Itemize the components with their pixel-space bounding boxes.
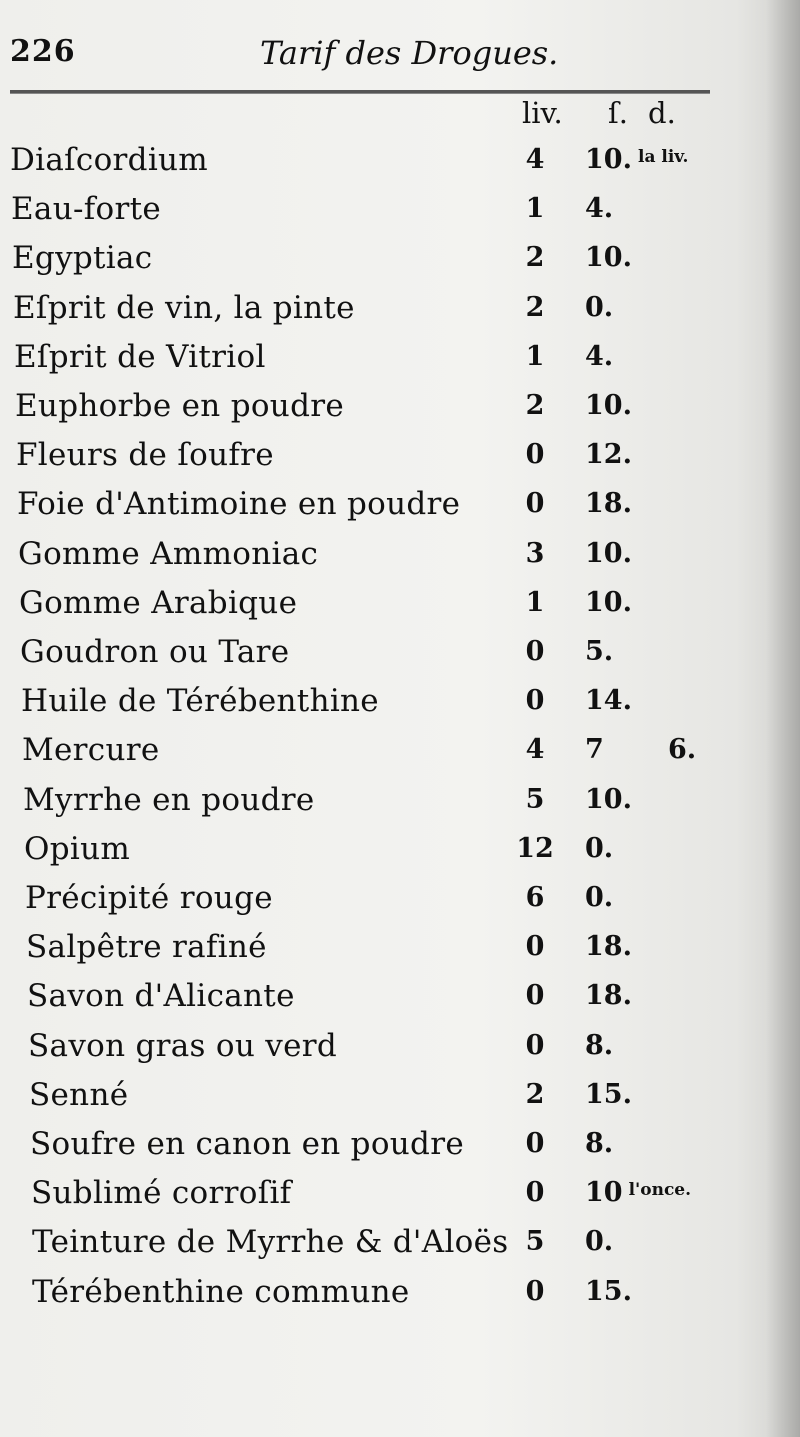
- price-sols: [585, 144, 688, 175]
- price-livres: 0: [525, 439, 545, 471]
- price-sols-value: 15.: [585, 1078, 632, 1110]
- price-row: [0, 1224, 740, 1273]
- price-row: [0, 339, 740, 388]
- page-number: 226: [10, 34, 76, 69]
- price-sols: [585, 1128, 613, 1159]
- price-sols: [585, 833, 613, 864]
- price-sols-value: 5.: [585, 636, 614, 667]
- price-deniers: 6.: [668, 734, 697, 766]
- price-sols: [585, 1030, 613, 1061]
- price-row: [0, 880, 740, 929]
- price-livres: 3: [525, 537, 545, 569]
- price-livres: 0: [525, 931, 545, 963]
- price-row: [0, 1077, 740, 1126]
- drug-name: Goudron ou Tare: [20, 634, 290, 670]
- price-sols: [585, 1177, 691, 1208]
- price-sols-value: 10.: [585, 242, 632, 274]
- price-sols-value: 18.: [585, 488, 632, 520]
- drug-name: Salpêtre rafiné: [26, 929, 267, 966]
- page-edge-shadow: [766, 0, 800, 1437]
- price-livres: 1: [525, 340, 545, 372]
- price-sols-value: 0.: [585, 291, 614, 323]
- price-sols: [585, 193, 613, 224]
- price-sols: [585, 931, 632, 962]
- price-livres: 0: [525, 980, 545, 1012]
- price-row: [0, 634, 740, 683]
- price-row: [0, 1126, 740, 1175]
- running-header: [10, 34, 570, 82]
- price-sols-value: 14.: [585, 685, 632, 717]
- price-row: [0, 536, 740, 585]
- price-sols-value: 15.: [585, 1275, 632, 1307]
- price-sols-value: 12.: [585, 439, 632, 471]
- price-livres: 4: [525, 144, 545, 175]
- drug-name: Huile de Térébenthine: [21, 683, 379, 720]
- price-sols: [585, 685, 632, 716]
- price-row: [0, 142, 740, 191]
- price-livres: 0: [525, 488, 545, 520]
- price-livres: 0: [525, 685, 545, 717]
- drug-name: Gomme Arabique: [19, 584, 298, 621]
- price-row: [0, 240, 740, 289]
- price-row: [0, 782, 740, 831]
- price-sols: [585, 784, 632, 815]
- price-sols: [585, 341, 613, 372]
- price-livres: 0: [525, 1029, 545, 1061]
- price-livres: 2: [525, 291, 545, 323]
- price-sols: [585, 390, 632, 421]
- column-head-liv: liv.: [522, 96, 563, 130]
- price-sols-value: 10: [585, 1177, 623, 1209]
- column-head-den: d.: [648, 96, 676, 130]
- price-sols: [585, 980, 632, 1011]
- price-sols: [585, 734, 604, 765]
- drug-name: Térébenthine commune: [32, 1273, 410, 1310]
- price-row: [0, 437, 740, 486]
- price-unit-note: la liv.: [637, 147, 689, 167]
- drug-name: Opium: [24, 830, 131, 867]
- drug-name: Egyptiac: [12, 240, 153, 277]
- price-sols: [585, 636, 613, 667]
- price-sols-value: 4.: [585, 340, 614, 372]
- price-unit-note: l'once.: [628, 1180, 692, 1201]
- drug-name: Teinture de Myrrhe & d'Aloës: [32, 1224, 509, 1261]
- price-sols-value: 10.: [585, 144, 632, 175]
- drug-name: Foie d'Antimoine en poudre: [17, 486, 461, 523]
- drug-name: Gomme Ammoniac: [18, 535, 319, 572]
- price-livres: 0: [525, 636, 545, 667]
- price-row: [0, 1274, 740, 1323]
- price-row: [0, 290, 740, 339]
- price-livres: 2: [525, 1078, 545, 1110]
- running-title: Tarif des Drogues.: [260, 34, 559, 72]
- price-livres: 6: [525, 882, 545, 913]
- drug-name: Fleurs de ſoufre: [16, 437, 274, 474]
- price-sols-value: 7: [585, 734, 604, 766]
- drug-name: Euphorbe en poudre: [15, 388, 344, 424]
- price-sols-value: 0.: [585, 882, 614, 913]
- price-sols: [585, 1226, 613, 1257]
- price-sols-value: 18.: [585, 980, 632, 1012]
- price-sols: [585, 882, 613, 913]
- drug-name: Senné: [29, 1076, 129, 1113]
- price-row: [0, 1175, 740, 1224]
- price-sols: [585, 1276, 632, 1307]
- price-sols-value: 4.: [585, 193, 614, 225]
- drug-name: Eſprit de vin, la pinte: [13, 289, 355, 326]
- price-row: [0, 1028, 740, 1077]
- price-sols-value: 0.: [585, 832, 614, 864]
- drug-name: Précipité rouge: [25, 880, 273, 916]
- price-sols-value: 10.: [585, 537, 632, 569]
- price-sols: [585, 538, 632, 569]
- header-rule: [10, 90, 710, 94]
- price-livres: 0: [525, 1275, 545, 1307]
- price-row: [0, 929, 740, 978]
- drug-name: Diaſcordium: [10, 142, 208, 178]
- drug-name: Sublimé corroſif: [31, 1175, 292, 1212]
- drug-name: Soufre en canon en poudre: [30, 1126, 464, 1162]
- price-livres: 2: [525, 242, 545, 274]
- price-sols: [585, 439, 632, 470]
- price-row: [0, 831, 740, 880]
- column-head-sol: ſ.: [608, 96, 628, 130]
- price-livres: 12: [516, 832, 554, 864]
- price-livres: 2: [525, 390, 545, 421]
- price-sols: [585, 1079, 632, 1110]
- price-sols-value: 10.: [585, 390, 632, 421]
- price-sols: [585, 488, 632, 519]
- price-sols-value: 8.: [585, 1128, 614, 1159]
- price-row: [0, 585, 740, 634]
- price-livres: 5: [525, 783, 545, 815]
- price-livres: 4: [525, 734, 545, 766]
- price-row: [0, 388, 740, 437]
- price-livres: 5: [525, 1226, 545, 1258]
- drug-name: Myrrhe en poudre: [23, 781, 315, 818]
- price-livres: 0: [525, 1177, 545, 1209]
- drug-name: Mercure: [22, 732, 160, 769]
- drug-name: Savon d'Alicante: [27, 978, 295, 1015]
- price-sols: [585, 292, 613, 323]
- price-row: [0, 486, 740, 535]
- price-sols-value: 8.: [585, 1029, 614, 1061]
- price-sols-value: 10.: [585, 586, 632, 618]
- price-sols-value: 18.: [585, 931, 632, 963]
- price-sols-value: 0.: [585, 1226, 614, 1258]
- drug-name: Savon gras ou verd: [28, 1027, 338, 1064]
- price-livres: 1: [525, 586, 545, 618]
- price-livres: 1: [525, 193, 545, 225]
- price-sols: [585, 587, 632, 618]
- price-sols-value: 10.: [585, 783, 632, 815]
- price-livres: 0: [525, 1128, 545, 1159]
- drug-name: Eau-forte: [11, 191, 162, 228]
- price-sols: [585, 242, 632, 273]
- price-row: [0, 683, 740, 732]
- price-row: [0, 732, 740, 781]
- drug-name: Eſprit de Vitriol: [14, 338, 266, 375]
- price-row: [0, 978, 740, 1027]
- price-row: [0, 191, 740, 240]
